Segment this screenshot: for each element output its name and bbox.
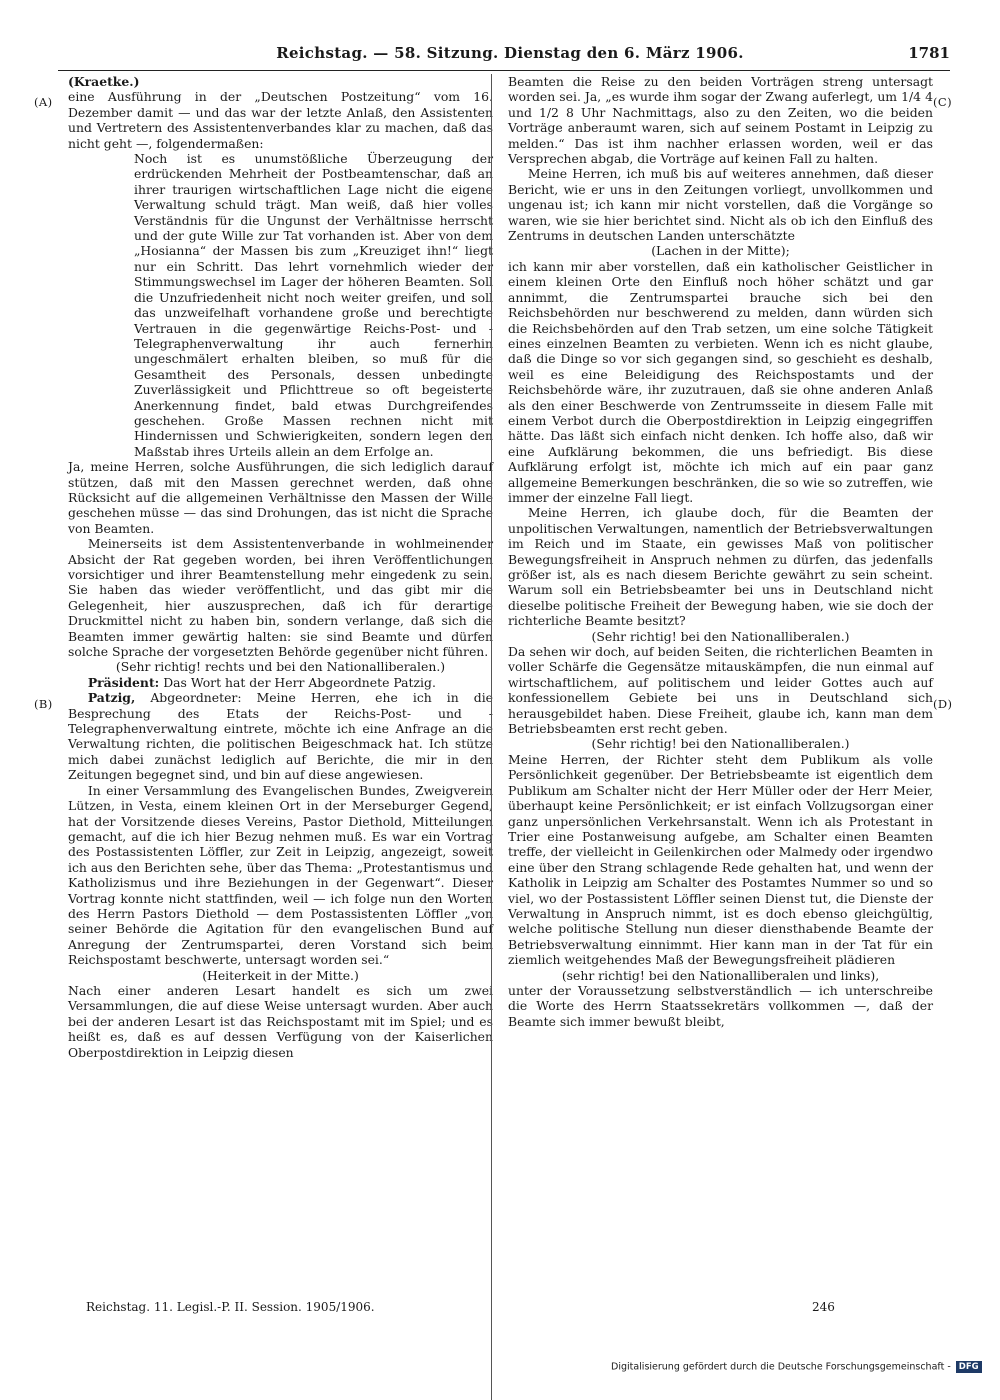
interjection: (Lachen in der Mitte); bbox=[651, 243, 790, 259]
footer-sheet-number: 246 bbox=[812, 1300, 835, 1314]
margin-mark-d: (D) bbox=[933, 697, 953, 711]
paragraph: Ja, meine Herren, solche Ausführungen, die sich lediglich darauf stützen, daß mit den Massen gerechnet werden, daß ohne Rücksicht auf die allgemeinen Verhältnisse den Massen der Wille geschehen müsse — das sind Drohungen, das ist nicht die Sprache von Beamten. bbox=[68, 459, 493, 536]
president-paragraph bbox=[68, 675, 493, 690]
paragraph: eine Ausführung in der „Deutschen Postzeitung“ vom 16. Dezember damit — und das war der letzte Anlaß, den Assistenten und Vertretern des Assistentenverbandes klar zu machen, daß das nicht geht —, folgendermaßen: bbox=[68, 89, 493, 151]
paragraph: ich kann mir aber vorstellen, daß ein katholischer Geistlicher in einem kleinen Orte den Einfluß noch höher schätzt und gar annimmt, die Zentrumspartei brauche sich bei den Reichsbehörden nur beschwerend zu melden, dann würden sich die Reichsbehörden auf den Trab setzen, um eine solche Tätigkeit eines einzelnen Beamten zu verbieten. Wenn ich es nicht glaube, daß die Dinge so vor sich gegangen sind, so geschieht es deshalb, weil es eine Beleidigung des Reichspostamts und der Reichsbehörde wäre, ihr zuzutrauen, daß sie ohne anderen Anlaß als den einer Beschwerde von Zentrumsseite in diesem Falle mit einem Verbot durch die Oberpostdirektion in Leipzig eingegriffen hätte. Das läßt sich einfach nicht denken. Ich hoffe also, daß wir eine Aufklärung bekommen, die uns befriedigt. Bis diese Aufklärung erfolgt ist, möchte ich mich auf ein paar ganz allgemeine Bemerkungen beschränken, die so wie so zutreffen, wie immer der einzelne Fall liegt. bbox=[508, 258, 933, 505]
margin-mark-a: (A) bbox=[34, 95, 53, 109]
dfg-logo-icon: DFG bbox=[956, 1361, 982, 1373]
paragraph: Beamten die Reise zu den beiden Vorträgen streng untersagt worden sei. Ja, „es wurde ihm sogar der Zwang auferlegt, um 1/4 4 und 1/2 8 Uhr Nachmittags, also zu den Zeiten, wo die beiden Vorträge anberaumt waren, sich auf seinem Postamt in Leipzig zu melden.“ Das ist ihm nachher erlassen worden, weil er das Versprechen abgab, die Vorträge auf keinen Fall zu halten. bbox=[508, 74, 933, 167]
block-quote bbox=[68, 151, 493, 459]
paragraph: Meinerseits ist dem Assistentenverbande in wohlmeinender Absicht der Rat gegeben worden, bei ihren Veröffentlichungen vorsichtiger und ihrer Beamtenstellung mehr eingedenk zu sein. Sie haben das wieder veröffentlicht, und das gibt mir die Gelegenheit, hier auszusprechen, daß ich für derartige Druckmittel nicht zu haben bin, sondern verlange, daß sich die Beamten immer gewärtig halten: sie sind Beamte und dürfen solche Sprache der vorgesetzten Behörde gegenüber nicht führen. bbox=[68, 536, 493, 660]
speech-text: Das Wort hat der Herr Abgeordnete Patzig. bbox=[163, 674, 436, 690]
footer-session-info: Reichstag. 11. Legisl.-P. II. Session. 1905/1906. bbox=[86, 1300, 375, 1314]
paragraph: Da sehen wir doch, auf beiden Seiten, die richterlichen Beamten in voller Schärfe die Gegensätze mitauskämpfen, die nun einmal auf wirtschaftlichem, auf politischem und leider Gottes auch auf konfessionellem Gebiete bei uns in Deutschland sich herausgebildet haben. Diese Freiheit, glaube ich, kann man dem Betriebsbeamten erst recht geben. bbox=[508, 644, 933, 737]
interjection: (Sehr richtig! bei den Nationalliberalen.) bbox=[591, 628, 850, 644]
left-column bbox=[68, 74, 493, 1060]
paragraph: unter der Voraussetzung selbstverständlich — ich unterschreibe die Worte des Herrn Staatssekretärs vollkommen —, daß der Beamte sich immer bewußt bleibt, bbox=[508, 982, 933, 1029]
speaker-tag: (Kraetke.) bbox=[68, 74, 140, 89]
header-rule bbox=[58, 70, 950, 71]
right-column bbox=[508, 74, 933, 1029]
margin-mark-b: (B) bbox=[34, 697, 53, 711]
digitization-credit bbox=[611, 1361, 982, 1373]
paragraph: Meine Herren, ich glaube doch, für die Beamten der unpolitischen Verwaltungen, namentlich der Betriebsverwaltungen im Reich und im Staate, ein gewisses Maß von politischer Bewegungsfreiheit in Anspruch nehmen zu dürfen, das jedenfalls größer ist, als es nach diesem Berichte gewährt zu sein scheint. Warum soll ein Betriebsbeamter bei uns in Deutschland nicht dieselbe politische Freiheit der Bewegung haben, wie sie doch der richterliche Beamte besitzt? bbox=[508, 505, 933, 629]
page-header bbox=[70, 44, 950, 68]
speaker-name: Präsident: bbox=[87, 674, 160, 690]
speaker-name: Patzig, bbox=[87, 690, 136, 706]
running-title: Reichstag. — 58. Sitzung. Dienstag den 6. März 1906. bbox=[276, 44, 744, 62]
paragraph: Meine Herren, der Richter steht dem Publikum als volle Persönlichkeit gegenüber. Der Betriebsbeamte ist eigentlich dem Publikum am Schalter nicht der Herr Müller oder der Herr Meier, überhaupt keine Persönlichkeit; er ist einfach Vollzugsorgan einer ganz unpersönlichen Verkehrsanstalt. Wenn ich als Protestant in Trier eine Postanweisung aufgebe, am Schalter einen Beamten treffe, der vielleicht in Geilenkirchen oder Malmedy oder irgendwo eine über den Strang schlagende Rede gehalten hat, und wenn der Katholik in Leipzig am Schalter des Postamtes Nummer so und so viel, wo der Postassistent Löffler seinen Dienst tut, die Dienste der Verwaltung in Anspruch nimmt, ist es doch ebenso gleichgültig, welche politische Stellung nun dieser diensthabende Beamte der Betriebsverwaltung einnimmt. Hier kann man in der Tat für ein ziemlich weitgehendes Maß der Bewegungsfreiheit plädieren bbox=[508, 751, 933, 968]
paragraph: Nach einer anderen Lesart handelt es sich um zwei Versammlungen, die auf diese Weise untersagt wurden. Aber auch bei der anderen Lesart ist das Reichspostamt mit im Spiel; und es heißt es, daß es auf dessen Verfügung von der Kaiserlichen Oberpostdirektion in Leipzig diesen bbox=[68, 982, 493, 1060]
interjection: (Sehr richtig! rechts und bei den Nationalliberalen.) bbox=[115, 659, 446, 675]
column-divider bbox=[491, 74, 492, 1400]
speech-text: Abgeordneter: Meine Herren, ehe ich in die Besprechung des Etats der Reichs-Post- und -Telegraphenverwaltung eintrete, möchte ich eine Anfrage an die Verwaltung richten, die politischen Beigeschmack hat. Ich stütze mich dabei zunächst lediglich auf Berichte, die mir in den Zeitungen begegnet sind, und bin auf diese angewiesen. bbox=[68, 690, 493, 783]
paragraph: In einer Versammlung des Evangelischen Bundes, Zweigverein Lützen, in Vesta, einem kleinen Ort in der Merseburger Gegend, hat der Vorsitzende dieses Vereins, Pastor Diethold, Mitteilungen gemacht, auf die ich hier Bezug nehmen muß. Es war ein Vortrag des Postassistenten Löffler, zur Zeit in Leipzig, angezeigt, soweit ich aus den Berichten sehe, über das Thema: „Protestantismus und Katholizismus und ihre Beziehungen in der Gegenwart“. Dieser Vortrag konnte nicht stattfinden, weil — ich folge nun den Worten des Herrn Pastors Diethold — dem Postassistenten Löffler „von seiner Behörde die Agitation für den evangelischen Bund auf Anregung der Zentrumspartei, deren Vorstand sich beim Reichspostamt beschwerte, untersagt worden sei.“ bbox=[68, 782, 493, 968]
interjection: (Heiterkeit in der Mitte.) bbox=[202, 967, 359, 983]
margin-mark-c: (C) bbox=[933, 95, 952, 109]
interjection: (sehr richtig! bei den Nationalliberalen und links), bbox=[561, 967, 880, 983]
credit-text: Digitalisierung gefördert durch die Deutsche Forschungsgemeinschaft - bbox=[611, 1361, 951, 1373]
page-number: 1781 bbox=[908, 44, 950, 62]
quote-text: Noch ist es unumstößliche Überzeugung der erdrückenden Mehrheit der Postbeamtenschar, daß an ihrer traurigen wirtschaftlichen Lage nicht die eigene Verwaltung schuld trägt. Man weiß, daß hier volles Verständnis für die Ungunst der Verhältnisse herrscht und der gute Wille zur Tat vorhanden ist. Aber von dem „Hosianna“ der Massen bis zum „Kreuziget ihn!“ liegt nur ein Schritt. Das lehrt vornehmlich wieder der Stimmungswechsel im Lager der höheren Beamten. Soll die Unzufriedenheit nicht noch weiter greifen, und soll das unzweifelhaft vorhandene große und berechtigte Vertrauen in die gegenwärtige Reichs-Post- und -Telegraphenverwaltung ihr auch fernerhin ungeschmälert erhalten bleiben, so muß für die Gesamtheit des Personals, dessen unbedingte Zuverlässigkeit und Pflichttreue so oft begeisterte Anerkennung findet, bald etwas Durchgreifendes geschehen. Große Massen rechnen nicht mit Hindernissen und Schwierigkeiten, sondern legen den Maßstab ihres Urteils allein an dem Erfolge an. bbox=[134, 151, 493, 459]
paragraph: Meine Herren, ich muß bis auf weiteres annehmen, daß dieser Bericht, wie er uns in den Zeitungen vorliegt, unvollkommen und ungenau ist; ich kann mir nicht vorstellen, daß die Vorgänge so waren, wie sie hier berichtet sind. Nicht als ob ich den Einfluß des Zentrums in deutschen Landen unterschätzte bbox=[508, 166, 933, 244]
patzig-paragraph bbox=[68, 690, 493, 782]
interjection: (Sehr richtig! bei den Nationalliberalen.) bbox=[591, 736, 850, 752]
